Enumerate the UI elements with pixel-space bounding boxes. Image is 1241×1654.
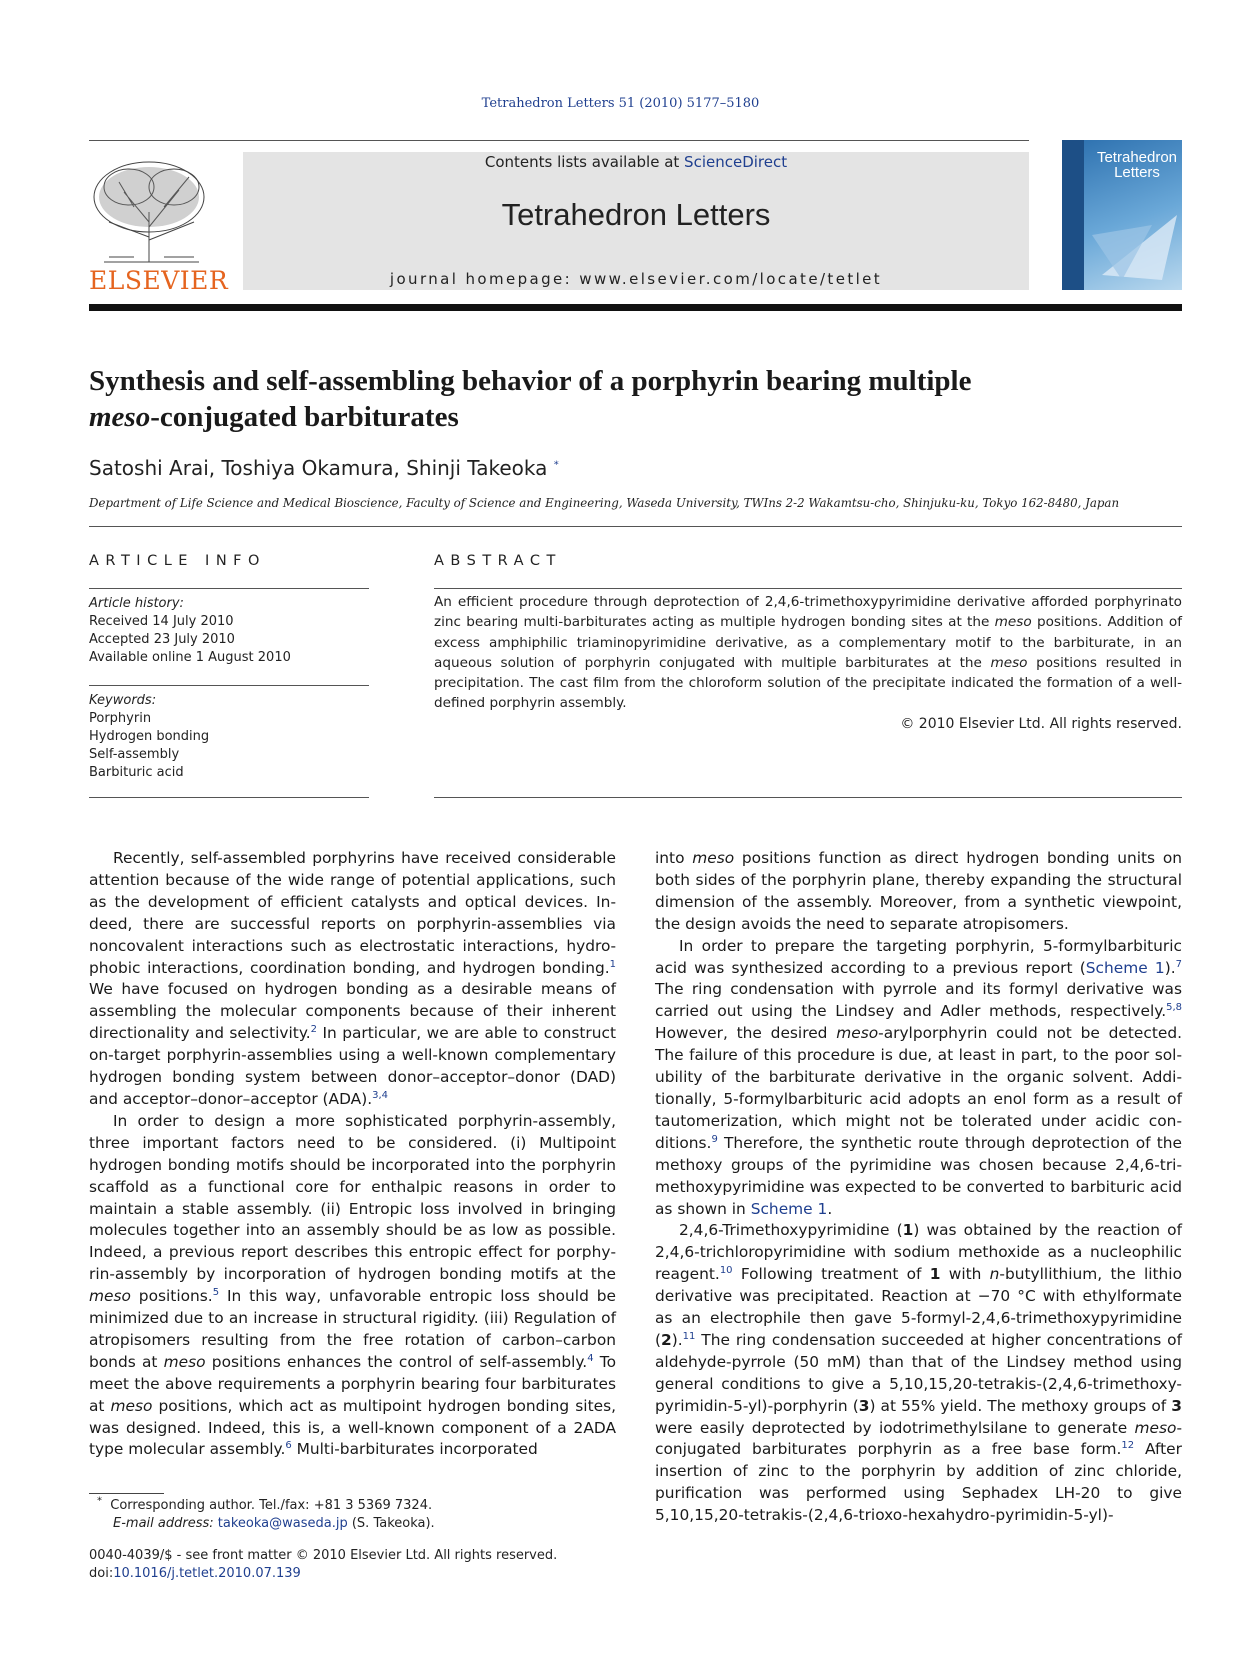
history-online: Available online 1 August 2010 xyxy=(89,650,291,665)
compound-number: 3 xyxy=(858,1396,870,1415)
text: ) was obtained by the reaction of 2,4,6-trichloropyrimidine with sodium methoxide as a nucleophilic reagent. xyxy=(655,1221,1182,1284)
abstract-copyright: © 2010 Elsevier Ltd. All rights reserved. xyxy=(900,716,1182,732)
text: The ring condensation succeeded at higher concentrations of aldehyde-pyrrole (50 mM) than that of the Lindsey method using general conditions to give a 5,10,15,20-tetrakis-(2,4,6-trimethoxy-pyrimidin-5-yl)-porphyrin ( xyxy=(655,1330,1182,1415)
text: However, the desired xyxy=(655,1024,837,1043)
text: In particular, we are able to construct on-target porphyrin-assemblies using a well-known complementary hydrogen bonding system between donor–acceptor–donor (DAD) and acceptor–donor–acceptor (ADA). xyxy=(89,1024,616,1108)
contents-line xyxy=(243,153,1029,171)
reference-link[interactable]: 9 xyxy=(711,1133,718,1145)
text: positions function as direct hydrogen bonding units on both sides of the porphyrin plane, thereby expanding the structural dimension of the assembly. Moreover, from a synthetic viewpoint, the design avoids the need to separate atropisomers. xyxy=(655,849,1182,933)
italic-term: meso xyxy=(692,849,735,867)
abstract-heading: ABSTRACT xyxy=(434,553,562,569)
article-history xyxy=(89,595,369,667)
corresponding-author-mark[interactable]: * xyxy=(553,459,559,471)
text: We have focused on hydrogen bonding as a desirable means of assembling the molecular components because of their inherent directionality and selectivity. xyxy=(89,980,616,1043)
email-link[interactable]: takeoka@waseda.jp xyxy=(217,1516,348,1531)
email-label: E-mail address: xyxy=(113,1516,214,1531)
text: positions, which act as multipoint hydrogen bonding sites, was designed. Indeed, this is, a well-known component of a 2ADA type molecular assembly. xyxy=(89,1396,616,1459)
reference-link[interactable]: 4 xyxy=(587,1352,594,1364)
doi-label: doi: xyxy=(89,1566,114,1581)
body-right-column xyxy=(655,848,1182,1527)
footnote xyxy=(89,1497,559,1533)
body-left-column xyxy=(89,848,616,1461)
italic-term: meso xyxy=(163,1352,206,1371)
cover-title: Tetrahedron Letters xyxy=(1096,149,1178,181)
keyword: Porphyrin xyxy=(89,711,152,726)
text: The ring condensation with pyrrole and its formyl derivative was carried out using the Lindsey and Adler methods, respectively. xyxy=(655,980,1182,1021)
text: ) at 55% yield. The methoxy groups of xyxy=(869,1396,1172,1415)
header-rule xyxy=(89,140,1029,141)
abstract-meso: meso xyxy=(990,654,1028,671)
email-suffix: (S. Takeoka). xyxy=(347,1516,435,1531)
footnote-mark: * xyxy=(97,1495,102,1507)
author-list: Satoshi Arai, Toshiya Okamura, Shinji Takeoka xyxy=(89,456,548,480)
text: -arylporphyrin could not be detected. The failure of this procedure is due, at least in part, to the poor solubility of the barbiturate derivative in the organic solvent. Additionally, 5-formylbarbituric acid adopts an enol form as a result of tautomerization, which might not be tolerated under acidic conditions. xyxy=(655,1024,1182,1152)
text: In order to design a more sophisticated porphyrin-assembly, three important factors need to be considered. (i) Multipoint hydrogen bonding motifs should be incorporated into the porphyrin scaffold as a functional core for enthalpic reasons in order to maintain a stable assembly. (ii) Entropic loss involved in bringing molecules together into an assembly should be as low as possible. Indeed, a previous report describes this entropic effect for porphyrin-assembly by incorporation of hydrogen bonding motifs at the xyxy=(89,1111,616,1284)
title-line-2-rest: -conjugated barbiturates xyxy=(150,401,459,433)
journal-homepage[interactable]: journal homepage: www.elsevier.com/locate/tetlet xyxy=(389,270,883,288)
compound-number: 1 xyxy=(902,1221,914,1240)
cover-graphic xyxy=(1092,195,1182,285)
italic-term: meso xyxy=(1134,1418,1177,1437)
body-paragraph xyxy=(655,1220,1182,1527)
authors xyxy=(89,456,559,480)
article-title xyxy=(89,363,1182,435)
journal-cover-image xyxy=(1062,140,1182,290)
abstract-rule xyxy=(434,588,1182,589)
keyword: Hydrogen bonding xyxy=(89,729,210,744)
text: Recently, self-assembled porphyrins have received considerable attention because of the wide range of potential applications, such as the development of efficient catalysts and optical devices. Indeed, there are successful reports on porphyrin-assemblies via noncovalent interactions such as electrostatic interactions, hydrophobic interactions, coordination bonding, and hydrogen bonding. xyxy=(89,849,616,977)
reference-link[interactable]: 5 xyxy=(212,1287,220,1298)
body-paragraph xyxy=(655,848,1182,936)
affiliation: Department of Life Science and Medical Bioscience, Faculty of Science and Engineering, Waseda University, TWIns 2-2 Wakamtsu-cho, Shinjuku-ku, Tokyo 162-8480, Japan xyxy=(89,496,1120,510)
journal-title: Tetrahedron Letters xyxy=(501,197,771,232)
text: Multi-barbiturates incorporated xyxy=(291,1440,538,1459)
doi-line xyxy=(89,1565,609,1583)
abstract-text xyxy=(434,592,1182,714)
compound-number: 2 xyxy=(661,1330,672,1349)
text: Following treatment of xyxy=(732,1265,930,1284)
title-line-2 xyxy=(89,399,1182,435)
title-line-1: Synthesis and self-assembling behavior of a porphyrin bearing multiple xyxy=(89,365,972,397)
article-info-rule xyxy=(89,588,369,589)
article-info-heading: ARTICLE INFO xyxy=(89,553,266,569)
affiliation-rule xyxy=(89,526,1182,527)
abstract-meso: meso xyxy=(994,614,1032,631)
corresponding-author-note: Corresponding author. Tel./fax: +81 3 5369 7324. xyxy=(110,1498,433,1513)
scheme-link[interactable]: Scheme 1 xyxy=(1085,958,1165,977)
history-received: Received 14 July 2010 xyxy=(89,614,234,629)
text: with xyxy=(940,1265,990,1284)
text: Therefore, the synthetic route through deprotection of the methoxy groups of the pyrimidine was chosen because 2,4,6-trimethoxypyrimidine was expected to be converted to barbituric acid as shown in xyxy=(655,1133,1182,1218)
header-thick-rule xyxy=(89,304,1182,311)
text: into xyxy=(655,849,693,867)
scheme-link[interactable]: Scheme 1 xyxy=(750,1199,828,1218)
history-rule xyxy=(89,685,369,686)
text: To meet the above requirements a porphyrin bearing four barbiturates at xyxy=(89,1352,617,1415)
italic-term: meso xyxy=(836,1024,879,1043)
history-label: Article history: xyxy=(89,596,184,611)
abstract-bottom-rule xyxy=(434,797,1182,798)
text: In order to prepare the targeting porphyrin, 5-formylbarbituric acid was synthesized according to a previous report ( xyxy=(655,936,1182,977)
abstract-part: positions. Addition of excess amphiphilic triaminopyrimidine derivative, as a complementary motif to the barbiturate, in an aqueous solution of porphyrin conjugated with multiple barbiturates at the xyxy=(434,614,1182,671)
body-paragraph xyxy=(89,1111,616,1462)
text: In this way, unfavorable entropic loss should be minimized due to an increase in structural rigidity. (iii) Regulation of atropisomers resulting from the free rotation of carbon–carbon bonds at xyxy=(89,1287,616,1371)
sciencedirect-link[interactable]: ScienceDirect xyxy=(684,153,788,171)
abstract-part: positions resulted in precipitation. The cast film from the chloroform solution of the precipitate indicated the formation of a well-defined porphyrin assembly. xyxy=(434,654,1182,712)
reference-link[interactable]: 11 xyxy=(682,1330,696,1342)
italic-term: meso xyxy=(89,1287,131,1306)
keyword: Barbituric acid xyxy=(89,765,184,780)
compound-number: 1 xyxy=(929,1265,941,1284)
text: positions. xyxy=(130,1287,213,1306)
reference-link[interactable]: 5,8 xyxy=(1166,1002,1182,1014)
front-matter xyxy=(89,1547,609,1583)
contents-prefix: Contents lists available at xyxy=(484,153,685,171)
reference-link[interactable]: 7 xyxy=(1175,958,1182,970)
keywords-rule xyxy=(89,797,369,798)
title-meso: meso xyxy=(89,401,151,433)
body-paragraph xyxy=(655,936,1182,1221)
keywords-label: Keywords: xyxy=(89,693,157,708)
text: 2,4,6-Trimethoxypyrimidine ( xyxy=(679,1221,903,1240)
reference-link[interactable]: 2 xyxy=(310,1024,318,1036)
italic-term: n xyxy=(989,1265,1000,1284)
issn-line: 0040-4039/$ - see front matter © 2010 Elsevier Ltd. All rights reserved. xyxy=(89,1548,558,1563)
footnote-rule xyxy=(89,1493,164,1494)
reference-link[interactable]: 10 xyxy=(719,1265,733,1277)
reference-link[interactable]: 3,4 xyxy=(372,1089,389,1101)
text: After insertion of zinc to the porphyrin by addition of zinc chloride, purification was performed using Sephadex LH-20 to give 5,10,15,20-tetrakis-(2,4,6-trioxo-hexahydro-pyrimidin-5-yl)- xyxy=(655,1440,1182,1525)
reference-link[interactable]: 12 xyxy=(1121,1440,1135,1452)
text: ). xyxy=(671,1330,683,1349)
compound-number: 3 xyxy=(1171,1396,1182,1415)
text: positions enhances the control of self-assembly. xyxy=(205,1352,588,1371)
text: . xyxy=(827,1199,833,1218)
doi-link[interactable]: 10.1016/j.tetlet.2010.07.139 xyxy=(113,1566,301,1581)
elsevier-wordmark: ELSEVIER xyxy=(89,266,229,295)
text: were easily deprotected by iodotrimethylsilane to generate xyxy=(655,1418,1135,1437)
history-accepted: Accepted 23 July 2010 xyxy=(89,632,235,647)
text: -conjugated barbiturates porphyrin as a free base form. xyxy=(655,1418,1182,1459)
keywords xyxy=(89,692,369,782)
abstract-part: An efficient procedure through deprotection of 2,4,6-trimethoxypyrimidine derivative afforded porphyrinato zinc bearing multi-barbiturates acting as multiple hydrogen bonding sites at the xyxy=(434,594,1182,631)
body-paragraph xyxy=(89,848,616,1111)
italic-term: meso xyxy=(110,1396,153,1415)
text: ). xyxy=(1164,958,1176,977)
reference-link[interactable]: 6 xyxy=(285,1440,292,1452)
reference-link[interactable]: 1 xyxy=(609,958,616,970)
journal-citation[interactable]: Tetrahedron Letters 51 (2010) 5177–5180 xyxy=(481,96,760,111)
keyword: Self-assembly xyxy=(89,747,180,762)
text: -butyllithium, the lithio derivative was precipitated. Reaction at −70 °C with ethylformate as an electrophile then gave 5-formyl-2,4,6-trimethoxypyrimidine ( xyxy=(655,1265,1182,1349)
